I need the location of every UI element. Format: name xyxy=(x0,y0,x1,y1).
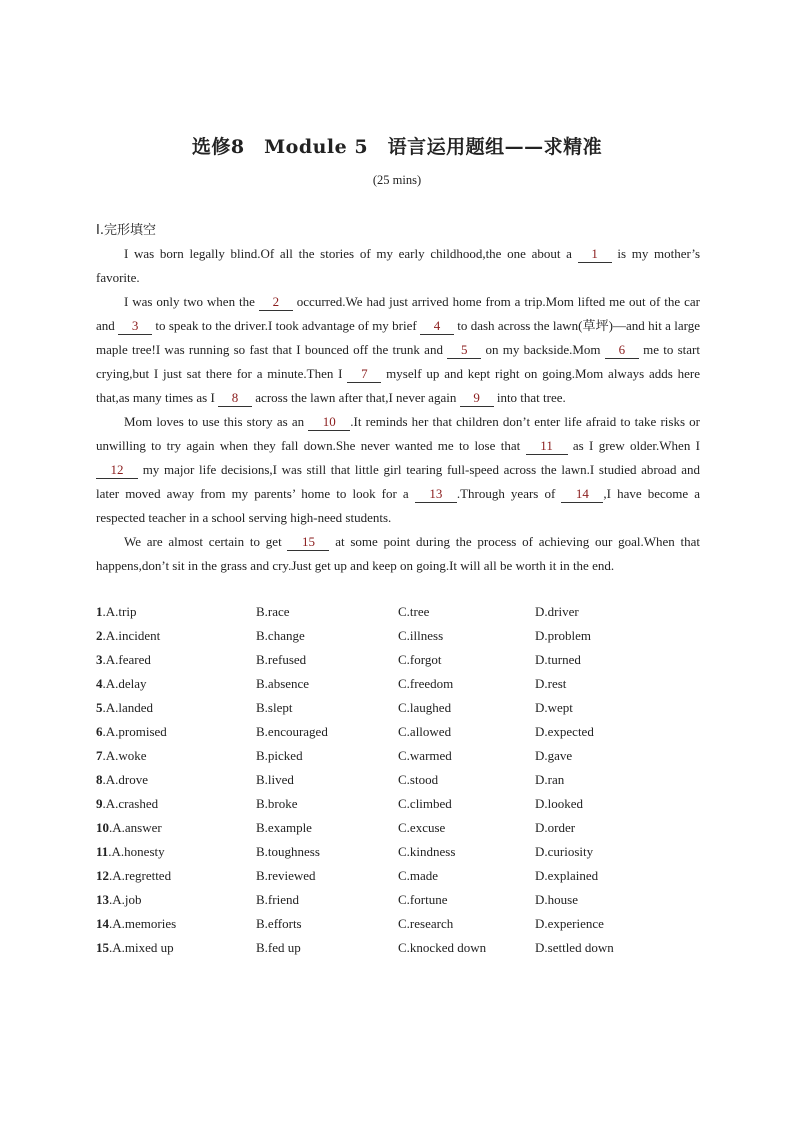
question-number: 6 xyxy=(96,724,103,739)
question-number: 13 xyxy=(96,892,109,907)
option-d[interactable]: D.house xyxy=(535,892,578,907)
passage-text: at some point during the process of achieving our goal.When that happens,don’t sit in the grass and cry.Just get up and keep on going.It will all be worth it in the end. xyxy=(96,534,701,573)
option-c[interactable]: C.kindness xyxy=(398,844,456,859)
question-row xyxy=(96,672,716,696)
option-b[interactable]: B.absence xyxy=(256,676,310,691)
section-heading: Ⅰ.完形填空 xyxy=(96,223,156,238)
option-d[interactable]: D.explained xyxy=(535,868,599,883)
question-number: 5 xyxy=(96,700,103,715)
option-b[interactable]: B.change xyxy=(256,628,305,643)
question-number: 3 xyxy=(96,652,103,667)
blank-10[interactable]: 10 xyxy=(308,414,350,431)
question-number: 12 xyxy=(96,868,109,883)
option-c[interactable]: C.forgot xyxy=(398,652,442,667)
blank-14[interactable]: 14 xyxy=(561,486,603,503)
option-a-text: .A.answer xyxy=(109,820,162,835)
option-c[interactable]: C.knocked down xyxy=(398,940,487,955)
page-title: 选修8 Module 5 语言运用题组——求精准 xyxy=(191,136,603,158)
option-a[interactable] xyxy=(96,724,256,740)
passage-text: I was only two when the xyxy=(124,294,259,309)
question-row xyxy=(96,792,716,816)
blank-9[interactable]: 9 xyxy=(460,390,494,407)
blank-12[interactable]: 12 xyxy=(96,462,138,479)
option-d[interactable]: D.driver xyxy=(535,604,579,619)
option-a[interactable] xyxy=(96,700,256,716)
passage-text: is my mother’s favorite. xyxy=(96,246,700,285)
option-a-text: .A.honesty xyxy=(108,844,165,859)
option-d[interactable]: D.experience xyxy=(535,916,604,931)
option-c[interactable]: C.illness xyxy=(398,628,444,643)
option-d[interactable]: D.order xyxy=(535,820,576,835)
option-d[interactable]: D.settled down xyxy=(535,940,614,955)
option-a-text: .A.incident xyxy=(102,628,161,643)
paragraph-1 xyxy=(96,242,700,290)
option-b[interactable]: B.lived xyxy=(256,772,294,787)
blank-6[interactable]: 6 xyxy=(605,342,639,359)
option-b[interactable]: B.picked xyxy=(256,748,303,763)
cloze-passage xyxy=(96,242,700,578)
question-row xyxy=(96,816,716,840)
question-number: 11 xyxy=(96,844,109,859)
passage-text: to speak to the driver.I took advantage of my brief xyxy=(152,318,420,333)
option-a-text: .A.trip xyxy=(102,604,137,619)
passage-text: on my backside.Mom xyxy=(481,342,605,357)
time-limit: (25 mins) xyxy=(372,173,422,187)
passage-text: .Through years of xyxy=(456,486,562,501)
option-b[interactable]: B.slept xyxy=(256,700,293,715)
question-number: 15 xyxy=(96,940,109,955)
paragraph-3 xyxy=(96,410,700,530)
option-d[interactable]: D.expected xyxy=(535,724,594,739)
option-b[interactable]: B.example xyxy=(256,820,312,835)
option-a[interactable] xyxy=(96,796,256,812)
question-row xyxy=(96,864,716,888)
option-a[interactable] xyxy=(96,820,256,836)
blank-3[interactable]: 3 xyxy=(118,318,152,335)
question-row xyxy=(96,600,716,624)
blank-5[interactable]: 5 xyxy=(447,342,481,359)
blank-2[interactable]: 2 xyxy=(259,294,293,311)
option-a[interactable] xyxy=(96,868,256,884)
question-row xyxy=(96,648,716,672)
option-b[interactable]: B.reviewed xyxy=(256,868,316,883)
option-b[interactable]: B.efforts xyxy=(256,916,302,931)
passage-text: .It reminds her that children don’t enter life afraid to take risks or unwilling to try again when they fall down.She never wanted me to lose that xyxy=(96,414,701,453)
question-number: 7 xyxy=(96,748,103,763)
option-c[interactable]: C.research xyxy=(398,916,454,931)
passage-text: Mom loves to use this story as an xyxy=(124,414,309,429)
option-c[interactable]: C.freedom xyxy=(398,676,454,691)
option-a-text: .A.mixed up xyxy=(109,940,174,955)
blank-7[interactable]: 7 xyxy=(347,366,381,383)
question-number: 4 xyxy=(96,676,103,691)
question-row xyxy=(96,936,716,960)
option-c[interactable]: C.tree xyxy=(398,604,430,619)
passage-text: I was born legally blind.Of all the stories of my early childhood,the one about a xyxy=(124,246,578,261)
blank-8[interactable]: 8 xyxy=(218,390,252,407)
paragraph-4 xyxy=(96,530,700,578)
question-number: 1 xyxy=(96,604,103,619)
question-row xyxy=(96,696,716,720)
option-d[interactable]: D.turned xyxy=(535,652,581,667)
option-a[interactable] xyxy=(96,604,256,620)
option-d[interactable]: D.problem xyxy=(535,628,591,643)
passage-text: into that tree. xyxy=(493,390,566,405)
option-a-text: .A.job xyxy=(109,892,142,907)
question-row xyxy=(96,768,716,792)
option-c[interactable]: C.laughed xyxy=(398,700,452,715)
passage-text: We are almost certain to get xyxy=(124,534,288,549)
answer-options xyxy=(96,600,716,960)
question-row xyxy=(96,840,716,864)
option-a-text: .A.feared xyxy=(102,652,151,667)
option-d[interactable]: D.curiosity xyxy=(535,844,594,859)
question-row xyxy=(96,888,716,912)
option-b[interactable]: B.broke xyxy=(256,796,298,811)
option-a-text: .A.promised xyxy=(102,724,167,739)
option-c[interactable]: C.fortune xyxy=(398,892,448,907)
option-a-text: .A.landed xyxy=(102,700,154,715)
paragraph-2 xyxy=(96,290,700,410)
option-a[interactable] xyxy=(96,676,256,692)
option-b[interactable]: B.toughness xyxy=(256,844,320,859)
passage-text: across the lawn after that,I never again xyxy=(252,390,460,405)
option-c[interactable]: C.excuse xyxy=(398,820,446,835)
option-a-text: .A.drove xyxy=(102,772,148,787)
blank-4[interactable]: 4 xyxy=(420,318,454,335)
option-b[interactable]: B.fed up xyxy=(256,940,301,955)
option-d[interactable]: D.looked xyxy=(535,796,584,811)
question-row xyxy=(96,744,716,768)
passage-text: as I grew older.When I xyxy=(567,438,700,453)
question-row xyxy=(96,720,716,744)
question-number: 14 xyxy=(96,916,109,931)
option-d[interactable]: D.rest xyxy=(535,676,567,691)
question-number: 9 xyxy=(96,796,103,811)
option-b[interactable]: B.refused xyxy=(256,652,307,667)
option-a[interactable] xyxy=(96,628,256,644)
question-number: 2 xyxy=(96,628,103,643)
option-a[interactable] xyxy=(96,940,256,956)
blank-15[interactable]: 15 xyxy=(287,534,329,551)
question-number: 8 xyxy=(96,772,103,787)
passage-text: myself up and kept right on going.Mom always adds here that,as many times as I xyxy=(96,366,700,405)
option-a-text: .A.crashed xyxy=(102,796,159,811)
option-a[interactable] xyxy=(96,748,256,764)
option-a[interactable] xyxy=(96,844,256,860)
passage-text: ,I have become a respected teacher in a school serving high-need students. xyxy=(96,486,700,525)
passage-text: to dash across the lawn(草坪)—and hit a large maple tree!I was running so fast that I bounced off the trunk and xyxy=(96,318,700,357)
blank-11[interactable]: 11 xyxy=(526,438,568,455)
passage-text: my major life decisions,I was still that little girl tearing full-speed across the lawn.I studied abroad and later moved away from my parents’ home to look for a xyxy=(96,462,700,501)
option-b[interactable]: B.encouraged xyxy=(256,724,328,739)
blank-1[interactable]: 1 xyxy=(578,246,612,263)
option-d[interactable]: D.ran xyxy=(535,772,565,787)
blank-13[interactable]: 13 xyxy=(415,486,457,503)
option-d[interactable]: D.gave xyxy=(535,748,573,763)
question-row xyxy=(96,912,716,936)
option-c[interactable]: C.stood xyxy=(398,772,439,787)
question-row xyxy=(96,624,716,648)
option-c[interactable]: C.climbed xyxy=(398,796,452,811)
option-b[interactable]: B.friend xyxy=(256,892,299,907)
option-a[interactable] xyxy=(96,892,256,908)
option-a-text: .A.regretted xyxy=(109,868,172,883)
option-d[interactable]: D.wept xyxy=(535,700,573,715)
option-a[interactable] xyxy=(96,772,256,788)
passage-text: me to start crying,but I just sat there for a minute.Then I xyxy=(96,342,700,381)
option-c[interactable]: C.allowed xyxy=(398,724,452,739)
option-a[interactable] xyxy=(96,652,256,668)
option-a-text: .A.woke xyxy=(102,748,147,763)
option-b[interactable]: B.race xyxy=(256,604,290,619)
passage-text: occurred.We had just arrived home from a trip.Mom lifted me out of the car and xyxy=(96,294,700,333)
question-number: 10 xyxy=(96,820,109,835)
option-c[interactable]: C.warmed xyxy=(398,748,452,763)
option-a[interactable] xyxy=(96,916,256,932)
option-a-text: .A.delay xyxy=(102,676,147,691)
option-c[interactable]: C.made xyxy=(398,868,439,883)
option-a-text: .A.memories xyxy=(109,916,177,931)
